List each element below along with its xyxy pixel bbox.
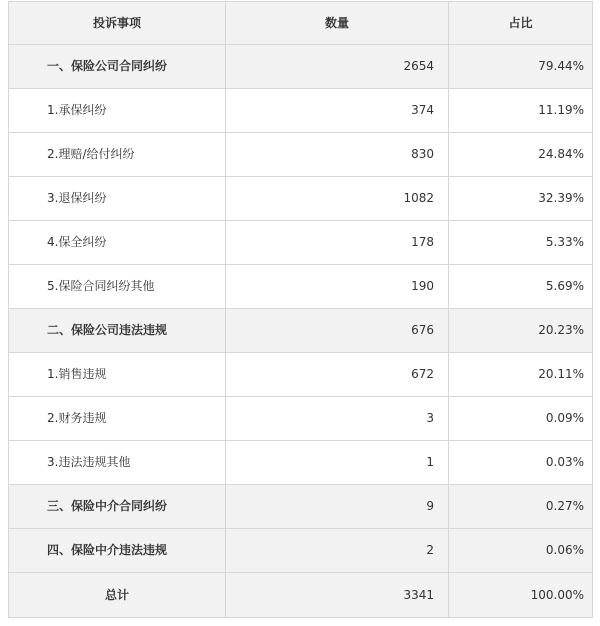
header-percent: 占比 xyxy=(449,2,593,45)
table-row xyxy=(9,397,593,441)
cell-percent: 24.84% xyxy=(449,133,593,177)
cell-complaint-item: 一、保险公司合同纠纷 xyxy=(9,45,226,89)
cell-count: 374 xyxy=(226,89,449,133)
cell-complaint-item: 1.销售违规 xyxy=(9,353,226,397)
cell-percent: 0.06% xyxy=(449,529,593,573)
cell-count: 2654 xyxy=(226,45,449,89)
table-row xyxy=(9,133,593,177)
cell-complaint-item: 2.财务违规 xyxy=(9,397,226,441)
cell-complaint-item: 三、保险中介合同纠纷 xyxy=(9,485,226,529)
cell-percent: 32.39% xyxy=(449,177,593,221)
table-row xyxy=(9,89,593,133)
table-body xyxy=(9,45,593,618)
cell-percent: 0.27% xyxy=(449,485,593,529)
cell-count: 830 xyxy=(226,133,449,177)
cell-count: 1082 xyxy=(226,177,449,221)
header-complaint-item: 投诉事项 xyxy=(9,2,226,45)
cell-complaint-item: 4.保全纠纷 xyxy=(9,221,226,265)
table-row xyxy=(9,177,593,221)
complaints-table xyxy=(8,1,593,618)
cell-complaint-item: 3.违法违规其他 xyxy=(9,441,226,485)
cell-complaint-item: 四、保险中介违法违规 xyxy=(9,529,226,573)
cell-count: 1 xyxy=(226,441,449,485)
cell-count: 190 xyxy=(226,265,449,309)
cell-count: 672 xyxy=(226,353,449,397)
cell-percent: 0.03% xyxy=(449,441,593,485)
cell-complaint-item: 1.承保纠纷 xyxy=(9,89,226,133)
cell-percent: 100.00% xyxy=(449,573,593,618)
cell-percent: 20.23% xyxy=(449,309,593,353)
table-row xyxy=(9,265,593,309)
header-count: 数量 xyxy=(226,2,449,45)
cell-complaint-item: 5.保险合同纠纷其他 xyxy=(9,265,226,309)
cell-count: 9 xyxy=(226,485,449,529)
cell-percent: 5.33% xyxy=(449,221,593,265)
table-header xyxy=(9,2,593,45)
cell-count: 676 xyxy=(226,309,449,353)
cell-complaint-item: 总计 xyxy=(9,573,226,618)
category-row xyxy=(9,309,593,353)
cell-percent: 20.11% xyxy=(449,353,593,397)
table-row xyxy=(9,221,593,265)
cell-complaint-item: 二、保险公司违法违规 xyxy=(9,309,226,353)
cell-count: 3341 xyxy=(226,573,449,618)
table-row xyxy=(9,353,593,397)
header-row xyxy=(9,2,593,45)
category-row xyxy=(9,529,593,573)
table-row xyxy=(9,441,593,485)
category-row xyxy=(9,485,593,529)
cell-count: 3 xyxy=(226,397,449,441)
cell-count: 178 xyxy=(226,221,449,265)
cell-percent: 5.69% xyxy=(449,265,593,309)
cell-percent: 11.19% xyxy=(449,89,593,133)
category-row xyxy=(9,45,593,89)
cell-complaint-item: 2.理赔/给付纠纷 xyxy=(9,133,226,177)
cell-count: 2 xyxy=(226,529,449,573)
total-row xyxy=(9,573,593,618)
cell-complaint-item: 3.退保纠纷 xyxy=(9,177,226,221)
cell-percent: 79.44% xyxy=(449,45,593,89)
cell-percent: 0.09% xyxy=(449,397,593,441)
